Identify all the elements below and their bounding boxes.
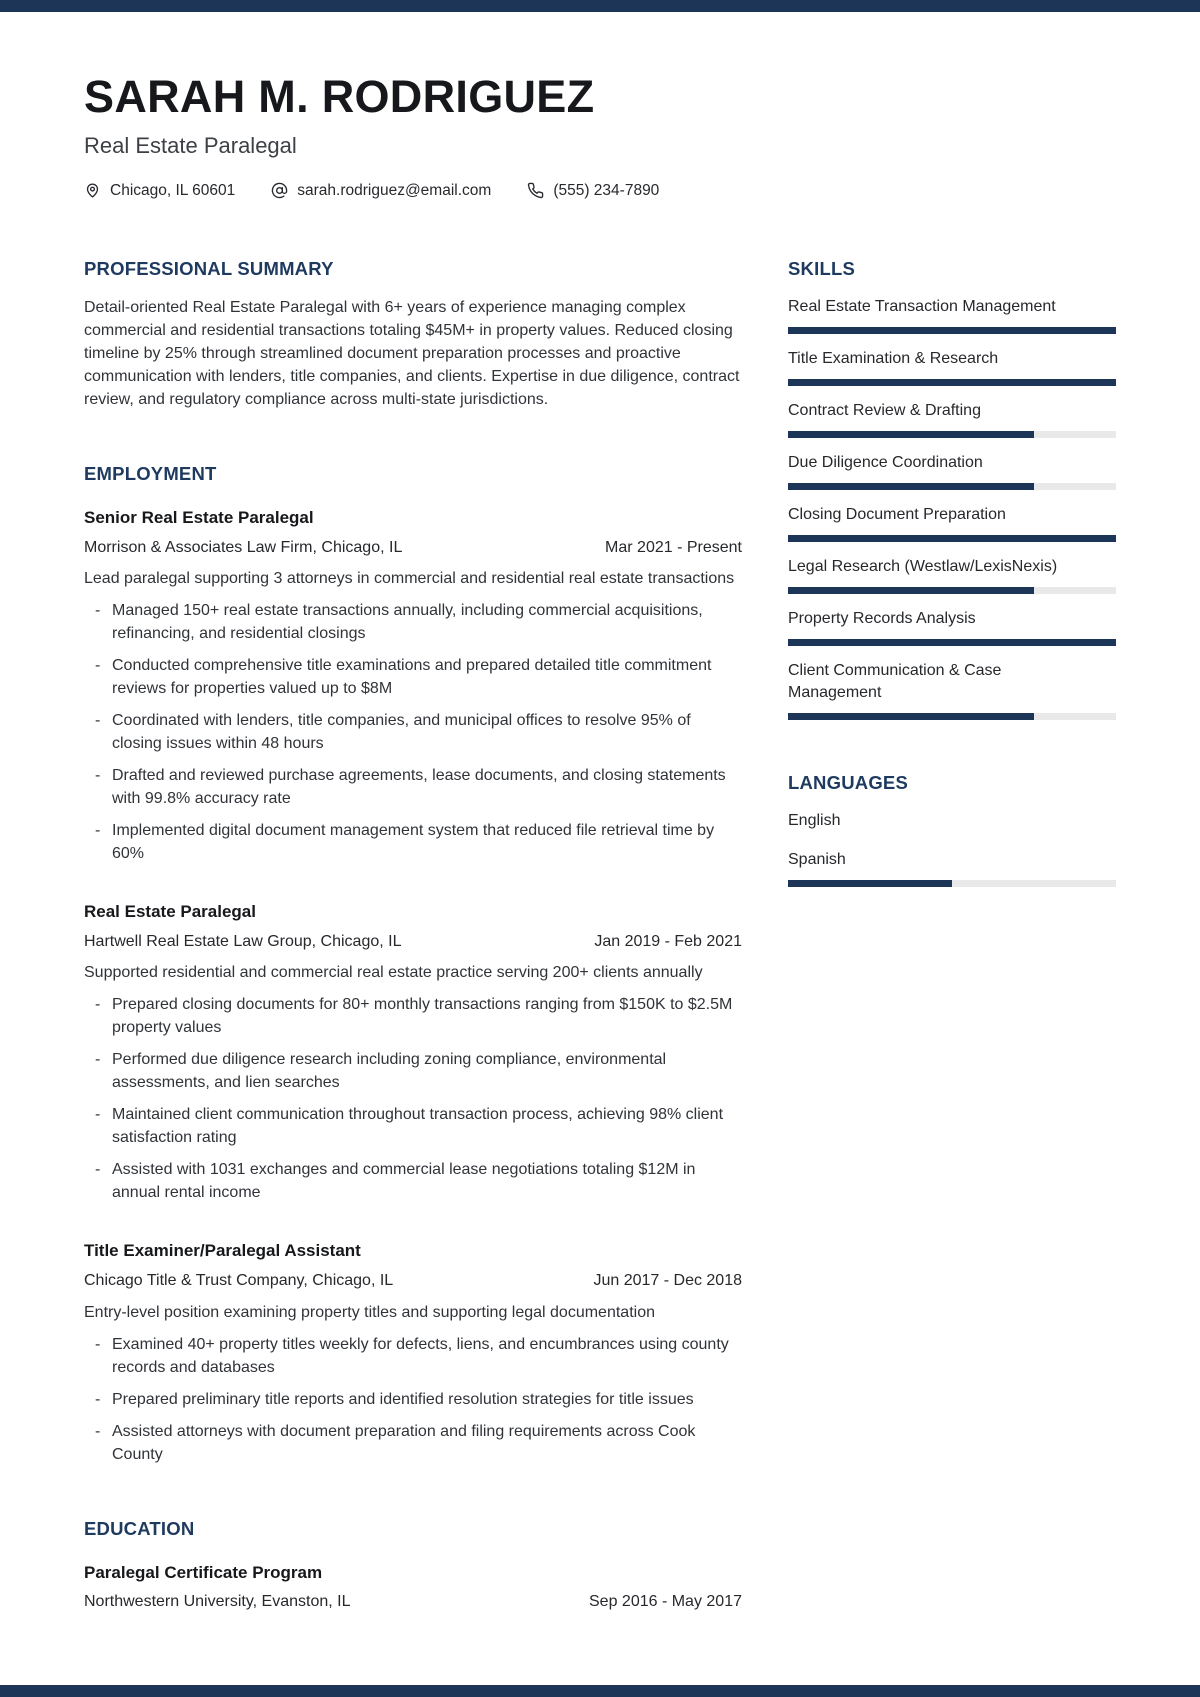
skill-bar-track [788,327,1116,334]
skill-item [788,348,1116,386]
skill-bar-fill [788,327,1116,334]
job-entry [84,1240,742,1465]
job-meta-row [84,932,742,953]
skill-bar-fill [788,379,1116,386]
job-company: Chicago Title & Trust Company, Chicago, IL [84,1271,394,1289]
location-text: Chicago, IL 60601 [110,181,236,199]
right-column [788,258,1116,1613]
skill-label: Real Estate Transaction Management [788,298,1056,316]
resume-header [84,73,1116,200]
main-columns [84,258,1116,1613]
section-languages [788,772,1116,887]
bullet-item: - Assisted attorneys with document preparation and filing requirements across Cook County [84,1420,742,1466]
left-column [84,258,742,1613]
job-dates: Mar 2021 - Present [605,538,742,556]
skill-bar-fill [788,431,1034,438]
job-description: Lead paralegal supporting 3 attorneys in commercial and residential real estate transactions [84,570,735,588]
skill-bar-track [788,379,1116,386]
skill-bar-track [788,639,1116,646]
job-description: Supported residential and commercial real estate practice serving 200+ clients annually [84,964,703,982]
skill-label: Legal Research (Westlaw/LexisNexis) [788,558,1058,576]
bullet-item: - Coordinated with lenders, title companies, and municipal offices to resolve 95% of closing issues within 48 hours [84,709,742,755]
section-professional-summary [84,258,742,411]
education-heading: EDUCATION [84,1517,195,1539]
skills-heading: SKILLS [788,257,855,279]
language-bar-fill [788,880,952,887]
job-bullets [84,599,742,865]
phone-text: (555) 234-7890 [553,181,660,199]
skill-bar-track [788,535,1116,542]
skill-bar-fill [788,483,1034,490]
education-meta-row [84,1592,742,1613]
job-dates: Jan 2019 - Feb 2021 [594,932,742,950]
skill-label: Due Diligence Coordination [788,454,983,472]
skill-bar-track [788,713,1116,720]
map-pin-icon [84,182,101,199]
bullet-item: - Conducted comprehensive title examinations and prepared detailed title commitment reviews for properties valued up to $8M [84,654,742,700]
contact-row [84,182,1116,200]
section-skills [788,258,1116,720]
skill-bar-track [788,587,1116,594]
job-title: Title Examiner/Paralegal Assistant [84,1241,361,1261]
bullet-item: - Implemented digital document management system that reduced file retrieval time by 60% [84,819,742,865]
job-description: Entry-level position examining property titles and supporting legal documentation [84,1303,655,1321]
language-item [788,810,1116,832]
education-dates: Sep 2016 - May 2017 [589,1592,742,1610]
language-item [788,849,1116,887]
skill-label: Property Records Analysis [788,610,976,628]
job-title: Senior Real Estate Paralegal [84,508,314,528]
languages-heading: LANGUAGES [788,772,908,794]
summary-heading: PROFESSIONAL SUMMARY [84,257,334,279]
job-meta-row [84,538,742,559]
skill-bar-fill [788,639,1116,646]
language-bar-track [788,880,1116,887]
skill-item [788,556,1116,594]
skill-item [788,296,1116,334]
job-bullets [84,993,742,1204]
skill-item [788,504,1116,542]
job-bullets [84,1333,742,1466]
degree-title: Paralegal Certificate Program [84,1562,323,1582]
email-text: sarah.rodriguez@email.com [297,181,492,199]
bullet-item: - Performed due diligence research including zoning compliance, environmental assessments, and lien searches [84,1048,742,1094]
employment-heading: EMPLOYMENT [84,463,217,485]
language-label: English [788,812,841,830]
job-dates: Jun 2017 - Dec 2018 [593,1271,742,1289]
skill-item [788,660,1116,720]
top-accent-bar [0,0,1200,12]
language-label: Spanish [788,851,846,869]
section-employment [84,463,742,1465]
contact-email [271,182,491,200]
job-company: Hartwell Real Estate Law Group, Chicago, IL [84,932,402,950]
skill-bar-track [788,431,1116,438]
bullet-item: - Prepared preliminary title reports and identified resolution strategies for title issues [84,1388,742,1411]
candidate-job-title: Real Estate Paralegal [84,132,297,158]
job-entry [84,507,742,865]
contact-location [84,182,235,200]
skill-bar-fill [788,535,1116,542]
phone-icon [527,182,544,199]
bullet-item: - Examined 40+ property titles weekly for defects, liens, and encumbrances using county records and databases [84,1333,742,1379]
skill-label: Closing Document Preparation [788,506,1006,524]
job-company: Morrison & Associates Law Firm, Chicago, IL [84,538,403,556]
skill-label: Title Examination & Research [788,350,999,368]
candidate-name: SARAH M. RODRIGUEZ [84,71,595,122]
bullet-item: - Drafted and reviewed purchase agreements, lease documents, and closing statements with 99.8% accuracy rate [84,764,742,810]
skill-bar-fill [788,713,1034,720]
bullet-item: - Prepared closing documents for 80+ monthly transactions ranging from $150K to $2.5M property values [84,993,742,1039]
job-meta-row [84,1271,742,1292]
skill-label: Contract Review & Drafting [788,402,981,420]
section-education [84,1518,742,1613]
bottom-accent-bar [0,1685,1200,1697]
contact-phone [527,182,659,200]
skill-bar-track [788,483,1116,490]
skill-item [788,400,1116,438]
skill-bar-fill [788,587,1034,594]
job-title: Real Estate Paralegal [84,902,256,922]
bullet-item: - Assisted with 1031 exchanges and commercial lease negotiations totaling $12M in annual rental income [84,1158,742,1204]
job-entry [84,901,742,1204]
skill-item [788,452,1116,490]
skill-label: Client Communication & Case Management [788,662,1002,702]
bullet-item: - Managed 150+ real estate transactions annually, including commercial acquisitions, refinancing, and residential closings [84,599,742,645]
at-sign-icon [271,182,288,199]
summary-paragraph: Detail-oriented Real Estate Paralegal with 6+ years of experience managing complex commercial and residential transactions totaling $45M+ in property values. Reduced closing timeline by 25% through streamlined document preparation processes and proactive communication with lenders, title companies, and clients. Expertise in due diligence, contract review, and regulatory compliance across multi-state jurisdictions. [84,299,740,409]
skill-item [788,608,1116,646]
bullet-item: - Maintained client communication throughout transaction process, achieving 98% client satisfaction rating [84,1103,742,1149]
school-name: Northwestern University, Evanston, IL [84,1592,351,1610]
